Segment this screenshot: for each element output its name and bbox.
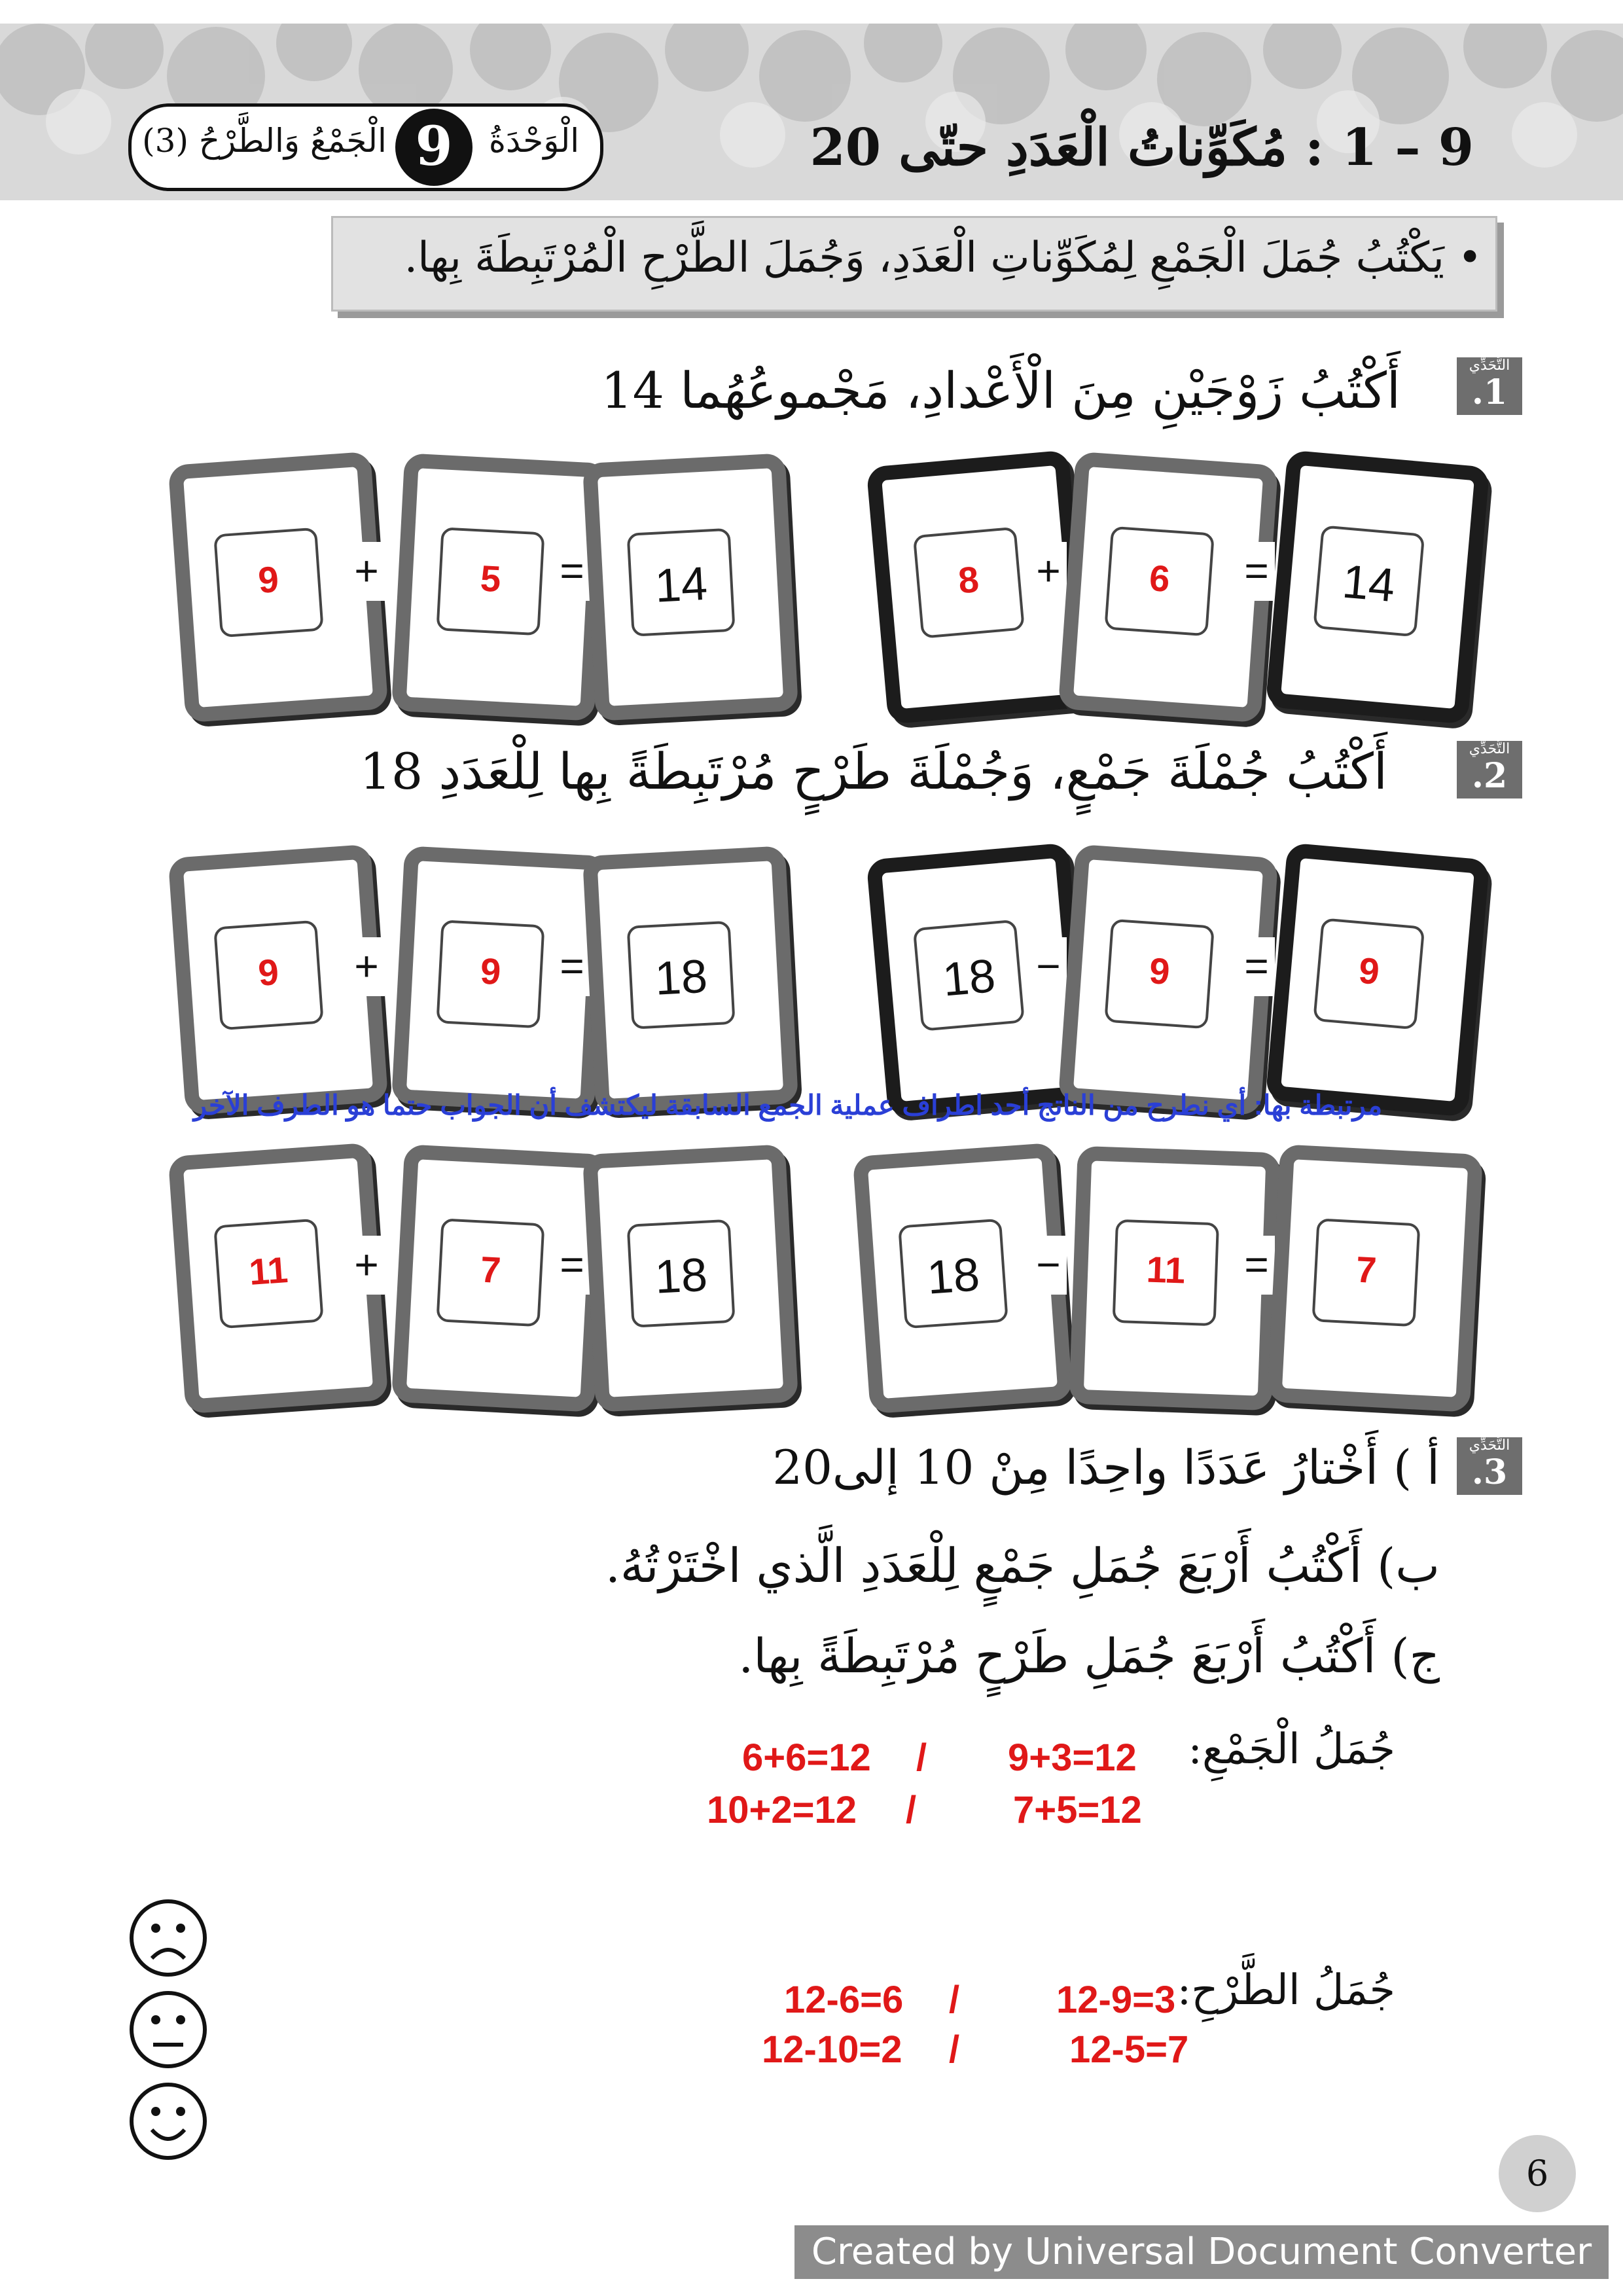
- badge-number: .1: [1471, 372, 1508, 412]
- challenge-badge-3: [1457, 1437, 1522, 1495]
- separator: /: [949, 1979, 960, 2021]
- answer-value[interactable]: 9: [257, 950, 280, 994]
- objective-text: • يَكْتُبُ جُمَلَ الْجَمْعِ لِمُكَوِّناتِ الْعَدَدِ، وَجُمَلَ الطَّرْحِ الْمُرْتَبِطَةَ بِها.: [404, 234, 1482, 282]
- lesson-title: 9 – 1 : مُكَوِّناتُ الْعَدَدِ حتّى 20: [810, 118, 1474, 177]
- q3-line-b: ب) أَكْتُبُ أَرْبَعَ جُمَلِ جَمْعٍ لِلْعَدَدِ الَّذي اخْتَرْتُهُ.: [605, 1538, 1440, 1593]
- unit-topic: الْجَمْعُ وَالطَّرْحُ (3): [142, 122, 387, 160]
- neutral-face-icon[interactable]: [128, 1990, 208, 2070]
- subtraction-sentence[interactable]: 12-10=2: [762, 2028, 902, 2071]
- subtraction-sentence[interactable]: 12-5=7: [1069, 2028, 1189, 2071]
- subtraction-sentence[interactable]: 12-9=3: [1056, 1979, 1176, 2021]
- unit-number: 9: [395, 109, 473, 186]
- operator: +: [348, 542, 385, 601]
- given-value: 14: [653, 557, 709, 613]
- given-value: 18: [940, 949, 998, 1007]
- subtraction-sentence[interactable]: 12-6=6: [784, 1979, 904, 2021]
- operator: =: [1238, 542, 1275, 601]
- badge-label: التَّحَدِّي: [1469, 357, 1510, 374]
- answer-value[interactable]: 7: [479, 1248, 502, 1291]
- card: [1265, 450, 1489, 725]
- page-number: 6: [1499, 2135, 1576, 2212]
- given-value: 14: [1340, 555, 1397, 613]
- badge-label: التَّحَدِّي: [1469, 1437, 1510, 1454]
- objective-banner: [331, 216, 1497, 312]
- q2-text: أَكْتُبُ جُمْلَةَ جَمْعٍ، وَجُمْلَةَ طَرْحٍ مُرْتَبِطَةً بِها لِلْعَدَدِ 18: [359, 742, 1387, 800]
- happy-face-icon[interactable]: [128, 2081, 208, 2161]
- badge-number: .2: [1471, 756, 1508, 796]
- badge-label: التَّحَدِّي: [1469, 741, 1510, 757]
- operator: +: [348, 1236, 385, 1295]
- unit-word: الْوَحْدَةُ: [488, 122, 580, 160]
- addition-sentence[interactable]: 6+6=12: [742, 1736, 871, 1779]
- answer-value[interactable]: 9: [257, 558, 280, 601]
- operator: =: [554, 542, 590, 601]
- addition-label: جُمَلُ الْجَمْعِ:: [1188, 1725, 1395, 1774]
- challenge-badge-1: [1457, 357, 1522, 415]
- card: [582, 846, 798, 1114]
- operator: =: [1238, 1236, 1275, 1295]
- separator: /: [949, 2028, 960, 2071]
- operator: −: [1030, 937, 1067, 996]
- answer-value[interactable]: 11: [1145, 1248, 1186, 1291]
- card: [1265, 842, 1489, 1117]
- operator: =: [554, 1236, 590, 1295]
- operator: +: [1030, 542, 1067, 601]
- sad-face-icon[interactable]: [128, 1898, 208, 1978]
- converter-watermark: Created by Universal Document Converter: [794, 2225, 1609, 2279]
- q3-line-c: ج) أَكْتُبُ أَرْبَعَ جُمَلِ طَرْحٍ مُرْتَبِطَةً بِها.: [738, 1628, 1440, 1683]
- answer-value[interactable]: 9: [1148, 950, 1171, 993]
- operator: =: [554, 937, 590, 996]
- answer-value[interactable]: 9: [479, 950, 502, 993]
- card: [582, 453, 798, 721]
- answer-value[interactable]: 7: [1355, 1248, 1378, 1291]
- answer-value[interactable]: 6: [1148, 557, 1171, 600]
- addition-sentence[interactable]: 9+3=12: [1008, 1736, 1137, 1779]
- badge-number: .3: [1471, 1452, 1508, 1492]
- given-value: 18: [653, 950, 709, 1005]
- challenge-badge-2: [1457, 741, 1522, 798]
- teacher-note: مرتبطة بها: أي نطرح من الناتج أحد اطراف عملية الجمع السابقة ليكتشف أن الجواب حتما هو الطرف الآخر: [193, 1090, 1383, 1121]
- q1-text: أَكْتُبُ زَوْجَيْنِ مِنَ الْأَعْدادِ، مَجْموعُهُما 14: [601, 361, 1400, 420]
- card: [1267, 1144, 1483, 1412]
- answer-value[interactable]: 8: [956, 558, 981, 601]
- card: [582, 1144, 798, 1412]
- separator: /: [916, 1736, 927, 1779]
- operator: =: [1238, 937, 1275, 996]
- given-value: 18: [653, 1248, 709, 1304]
- answer-value[interactable]: 5: [479, 557, 502, 600]
- operator: +: [348, 937, 385, 996]
- separator: /: [906, 1789, 917, 1831]
- q3-line-a: أ ) أَخْتارُ عَدَدًا واحِدًا مِنْ 10 إلى20: [772, 1440, 1440, 1495]
- operator: −: [1030, 1236, 1067, 1295]
- addition-sentence[interactable]: 7+5=12: [1013, 1789, 1142, 1831]
- subtraction-label: جُمَلُ الطَّرْحِ:: [1177, 1966, 1395, 2015]
- given-value: 18: [925, 1248, 982, 1304]
- answer-value[interactable]: 9: [1357, 949, 1382, 993]
- answer-value[interactable]: 11: [247, 1249, 289, 1293]
- addition-sentence[interactable]: 10+2=12: [707, 1789, 857, 1831]
